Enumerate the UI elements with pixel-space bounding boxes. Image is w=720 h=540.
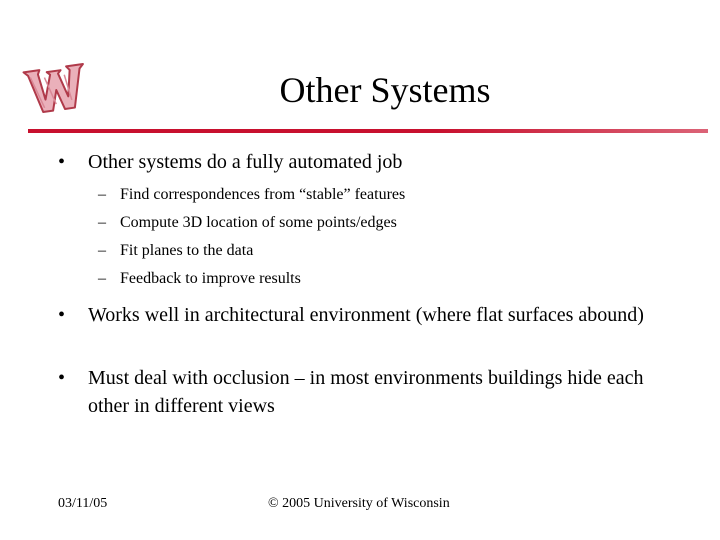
sub-bullet-item <box>98 266 678 292</box>
uw-motion-w-icon <box>20 52 92 124</box>
bullet-glyph: • <box>58 151 66 173</box>
sub-bullet-text: Fit planes to the data <box>120 242 254 259</box>
bullet-text: Other systems do a fully automated job <box>88 151 403 173</box>
sub-bullet-item <box>98 182 678 208</box>
sub-bullet-text: Find correspondences from “stable” features <box>120 186 406 203</box>
sub-bullet-glyph: – <box>98 270 106 287</box>
sub-bullet-text: Feedback to improve results <box>120 270 301 287</box>
bullet-text: Must deal with occlusion – in most environments buildings hide each other in different views <box>88 367 644 417</box>
sub-bullet-glyph: – <box>98 214 106 231</box>
slide-title: Other Systems <box>279 70 491 110</box>
bullet-item <box>58 148 698 176</box>
bullet-text: Works well in architectural environment (where flat surfaces abound) <box>88 304 644 326</box>
bullet-item <box>58 301 698 357</box>
sub-bullet-text: Compute 3D location of some points/edges <box>120 214 397 231</box>
sub-bullet-item <box>98 210 678 236</box>
sub-bullet-item <box>98 238 678 264</box>
title-divider-fade <box>28 129 708 133</box>
bullet-glyph: • <box>58 367 66 389</box>
footer-copyright: © 2005 University of Wisconsin <box>268 496 450 511</box>
sub-bullet-glyph: – <box>98 186 106 203</box>
footer-date: 03/11/05 <box>58 496 108 511</box>
bullet-glyph: • <box>58 304 66 326</box>
sub-bullet-glyph: – <box>98 242 106 259</box>
bullet-item <box>58 364 698 420</box>
